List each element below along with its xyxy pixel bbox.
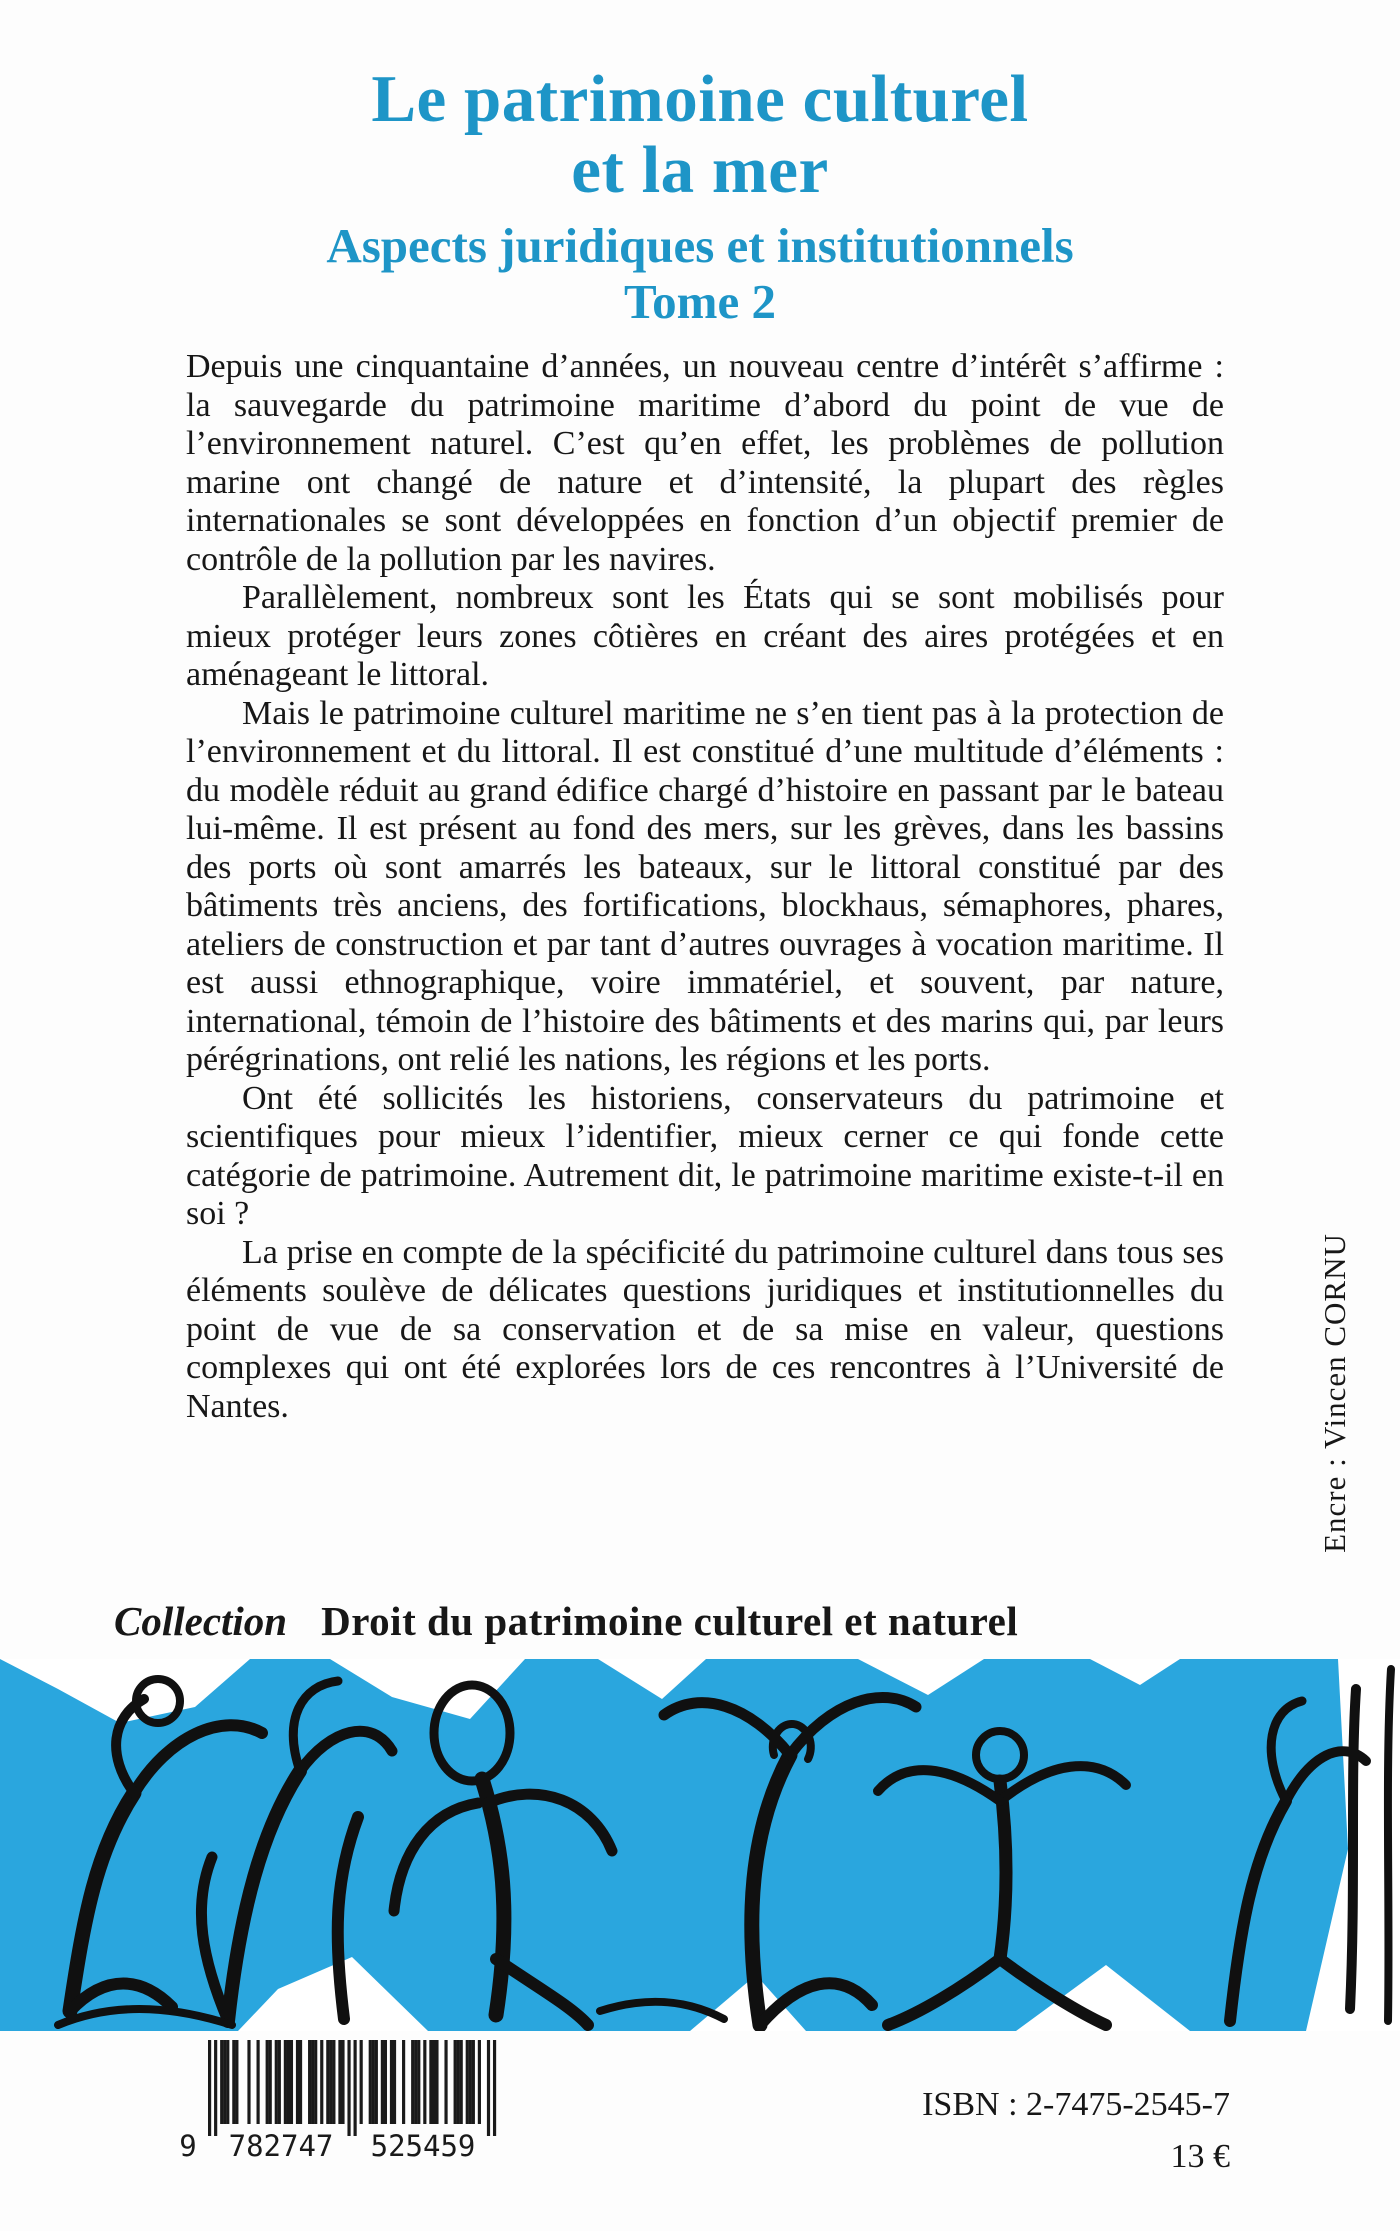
book-title-line1: Le patrimoine culturel — [371, 62, 1029, 136]
price-text: 13 € — [1170, 2138, 1230, 2175]
title-block — [0, 64, 1400, 328]
barcode-right-digits: 525459 — [370, 2129, 476, 2162]
collection-label: Collection — [114, 1598, 288, 1644]
isbn-text: ISBN : 2-7475-2545-7 — [922, 2086, 1230, 2123]
body-paragraph: Depuis une cinquantaine d’années, un nouveau centre d’intérêt s’affirme : la sauvegarde du patrimoine maritime d’abord du point de vue de l’environnement naturel. C’est qu’en effet, les problèmes de pollution marine ont changé de nature et d’intensité, la plupart des règles internationales se sont développées en fonction d’un objectif premier de contrôle de la pollution par les navires. — [186, 348, 1224, 578]
barcode-lead-digit: 9 — [179, 2129, 197, 2162]
body-paragraph: Ont été sollicités les historiens, conservateurs du patrimoine et scientifiques pour mieux l’identifier, mieux cerner ce qui fonde cette catégorie de patrimoine. Autrement dit, le patrimoine maritime existe-t-il en soi ? — [186, 1079, 1224, 1232]
back-cover-text — [186, 348, 1224, 1426]
ean-barcode — [178, 2038, 500, 2162]
body-paragraph: Mais le patrimoine culturel maritime ne s’en tient pas à la protection de l’environnement et du littoral. Il est constitué d’une multitude d’éléments : du modèle réduit au grand édifice chargé d’histoire en passant par le bateau lui-même. Il est présent au fond des mers, sur les grèves, dans les bassins des ports où sont amarrés les bateaux, sur le littoral constitué par des bâtiments très anciens, des fortifications, blockhaus, sémaphores, phares, ateliers de construction et par tant d’autres ouvrages à vocation maritime. Il est aussi ethnographique, voire immatériel, et souvent, par nature, international, témoin de l’histoire des bâtiments et des marins qui, par leurs pérégrinations, ont relié les nations, les régions et les ports. — [186, 694, 1224, 1078]
ink-figures-illustration — [0, 1659, 1400, 2031]
ink-artist-credit: Encre : Vincen CORNU — [1317, 1233, 1352, 1553]
book-title-line2: et la mer — [571, 133, 829, 208]
ink-figures-svg — [0, 1659, 1400, 2031]
ean-barcode-svg — [178, 2038, 500, 2162]
collection-name: Droit du patrimoine culturel et naturel — [321, 1598, 1019, 1644]
collection-line — [114, 1597, 1230, 1645]
isbn-block — [922, 2086, 1230, 2176]
body-paragraph: La prise en compte de la spécificité du patrimoine culturel dans tous ses éléments soulève de délicates questions juridiques et institutionnelles du point de vue de sa conservation et de sa mise en valeur, questions complexes qui ont été explorées lors de ces rencontres à l’Université de Nantes. — [186, 1233, 1224, 1425]
volume-label: Tome 2 — [623, 273, 776, 329]
book-subtitle: Aspects juridiques et institutionnels — [326, 218, 1074, 274]
body-paragraph: Parallèlement, nombreux sont les États qui se sont mobilisés pour mieux protéger leurs zones côtières en créant des aires protégées et en aménageant le littoral. — [186, 579, 1224, 693]
barcode-left-digits: 782747 — [228, 2129, 334, 2162]
